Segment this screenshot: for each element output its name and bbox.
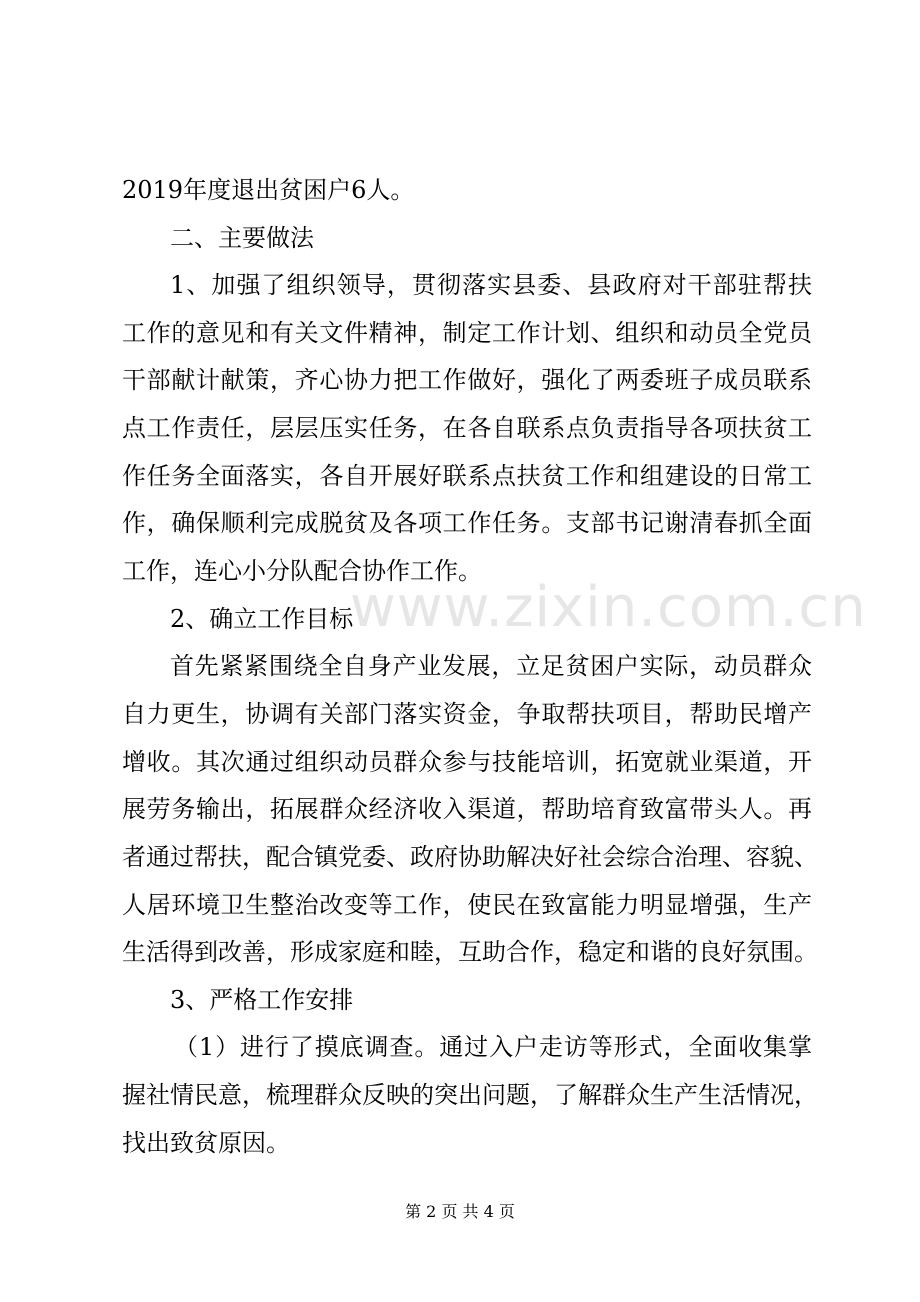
text-line: 增收。其次通过组织动员群众参与技能培训，拓宽就业渠道，开: [122, 748, 812, 776]
text-line: 工作的意见和有关文件精神，制定工作计划、组织和动员全党员: [122, 319, 812, 347]
section-heading: 2、确立工作目标: [170, 605, 354, 633]
text-line: 作，确保顺利完成脱贫及各项工作任务。支部书记谢清春抓全面: [122, 509, 812, 537]
text-line: 展劳务输出，拓展群众经济收入渠道，帮助培育致富带头人。再: [122, 795, 812, 823]
text-line: 者通过帮扶，配合镇党委、政府协助解决好社会综合治理、容貌、: [122, 843, 818, 871]
section-heading: 3、严格工作安排: [170, 986, 354, 1014]
watermark: www.zixin.com.cn: [350, 575, 867, 640]
text-line: 自力更生，协调有关部门落实资金，争取帮扶项目，帮助民增产: [122, 700, 812, 728]
section-heading: 二、主要做法: [170, 224, 314, 252]
text-line: 首先紧紧围绕全自身产业发展，立足贫困户实际，动员群众: [170, 652, 812, 680]
text-line: 干部献计献策，齐心协力把工作做好，强化了两委班子成员联系: [122, 366, 812, 394]
text-line: 作任务全面落实，各自开展好联系点扶贫工作和组建设的日常工: [122, 462, 812, 490]
text-line: 找出致贫原因。: [122, 1129, 290, 1157]
text-line: （1）进行了摸底调查。通过入户走访等形式，全面收集掌: [174, 1033, 812, 1061]
text-line: 生活得到改善，形成家庭和睦，互助合作，稳定和谐的良好氛围。: [122, 938, 818, 966]
text-line: 工作，连心小分队配合协作工作。: [122, 557, 482, 585]
text-line: 握社情民意，梳理群众反映的突出问题，了解群众生产生活情况，: [122, 1081, 818, 1109]
text-line: 人居环境卫生整治改变等工作，使民在致富能力明显增强，生产: [122, 891, 812, 919]
text-line: 1、加强了组织领导，贯彻落实县委、县政府对干部驻帮扶: [170, 271, 812, 299]
text-line: 2019年度退出贫困户6人。: [122, 176, 415, 204]
page-footer: 第 2 页 共 4 页: [405, 1202, 515, 1221]
text-line: 点工作责任，层层压实任务，在各自联系点负责指导各项扶贫工: [122, 414, 812, 442]
